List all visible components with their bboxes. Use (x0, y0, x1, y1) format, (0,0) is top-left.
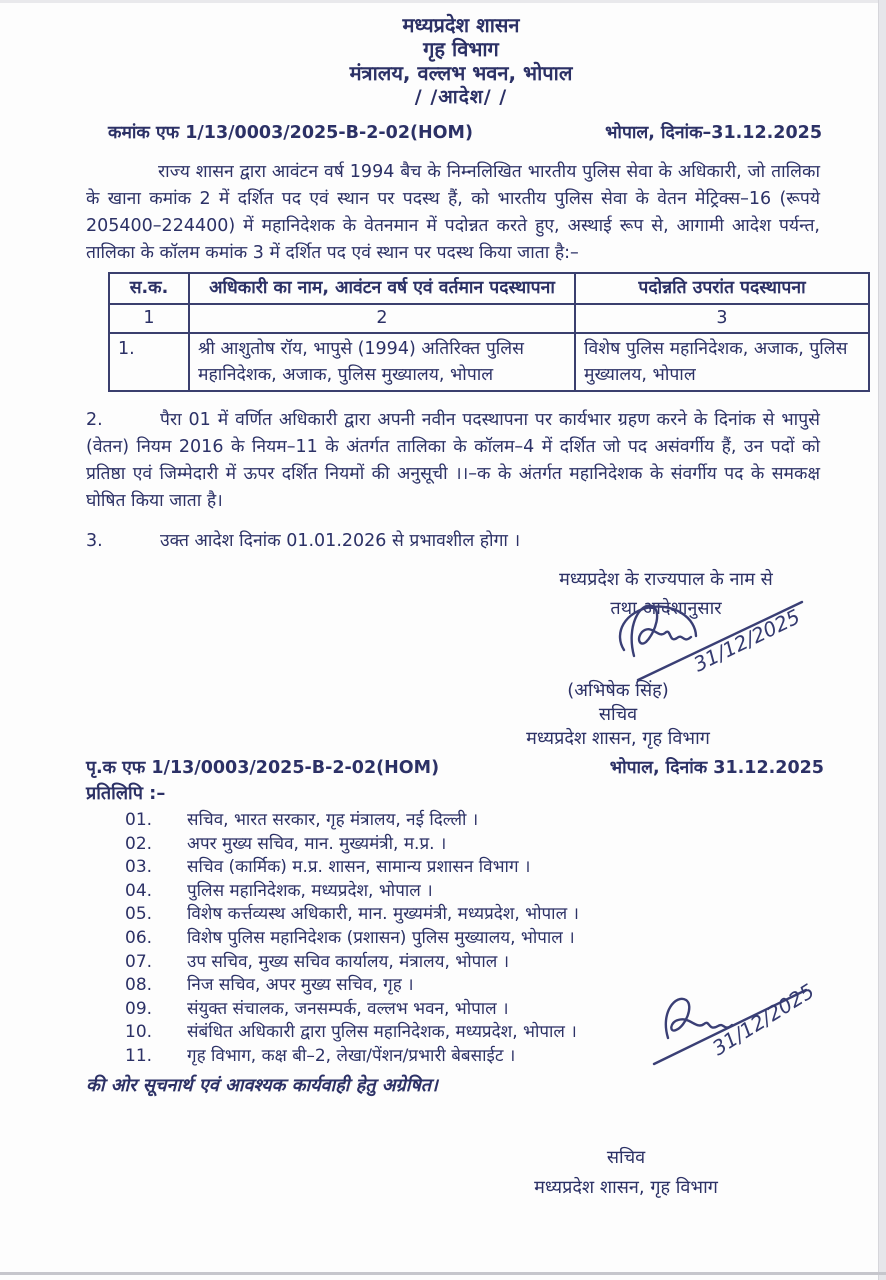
list-item-text: विशेष पुलिस महानिदेशक (प्रशासन) पुलिस मुख्यालय, भोपाल । (187, 927, 575, 948)
list-item-number: 11. (125, 1045, 153, 1066)
list-item-number: 08. (125, 975, 153, 996)
list-item (125, 809, 886, 833)
paragraph-2 (86, 407, 820, 515)
paragraph-1: राज्य शासन द्वारा आवंटन वर्ष 1994 बैच के निम्नलिखित भारतीय पुलिस सेवा के अधिकारी, जो तालिका के खाना कमांक 2 में दर्शित पद एवं स्थान पर पदस्थ हैं, को भारतीय पुलिस सेवा के वेतन मेट्रिक्स–16 (रूपये 205400–224400) में महानिदेशक के वेतनमान में पदोन्नत करते हुए, अस्थाई रूप से, आगामी आदेश पर्यन्त, तालिका के कॉलम कमांक 3 में दर्शित पद एवं स्थान पर पदस्थ किया जाता है:– (86, 162, 820, 263)
list-item-number: 05. (125, 904, 153, 925)
paragraph-3-text: उक्त आदेश दिनांक 01.01.2026 से प्रभावशील होगा । (160, 531, 521, 551)
row-promoted-posting: विशेष पुलिस महानिदेशक, अजाक, पुलिस मुख्यालय, भोपाल (575, 333, 869, 391)
list-item (125, 833, 886, 857)
govt-name: मध्यप्रदेश शासन (402, 13, 520, 37)
signatory-designation: सचिव (598, 704, 638, 725)
list-item-text: गृह विभाग, कक्ष बी–2, लेखा/पेंशन/प्रभारी बेबसाईट । (187, 1045, 516, 1066)
signatory-name: (अभिषेक सिंह) (567, 680, 669, 701)
signature-date: 31/12/2025 (689, 604, 804, 677)
col-header-sn: स.क. (109, 273, 189, 304)
authority-line-2: तथा आदेशानुसार (610, 598, 722, 619)
place-date: भोपाल, दिनांक–31.12.2025 (605, 123, 822, 143)
list-item-number: 01. (125, 810, 153, 830)
signatory-org: मध्यप्रदेश शासन, गृह विभाग (526, 728, 710, 749)
paragraph-3 (86, 528, 820, 555)
list-item-text: पुलिस महानिदेशक, मध्यप्रदेश, भोपाल । (187, 880, 433, 901)
list-item-text: निज सचिव, अपर मुख्य सचिव, गृह । (187, 975, 414, 996)
forwarding-line: की ओर सूचनार्थ एवं आवश्यक कार्यवाही हेतु अग्रेषित। (86, 1074, 438, 1096)
signatory-block-2 (476, 1143, 776, 1203)
photo-edge-bottom (0, 1272, 886, 1275)
signatory-block-1 (468, 679, 768, 751)
promotion-table (108, 272, 870, 392)
list-item (125, 951, 886, 975)
reference-row (108, 120, 822, 144)
list-item-text: अपर मुख्य सचिव, मान. मुख्यमंत्री, म.प्र. । (187, 833, 447, 854)
signature-date: 31/12/2025 (707, 978, 819, 1061)
table-colnum-row (109, 304, 869, 333)
signatory-designation: सचिव (606, 1146, 646, 1168)
department-name: गृह विभाग (423, 37, 499, 61)
authority-line-1: मध्यप्रदेश के राज्यपाल के नाम से (559, 569, 773, 590)
paragraph-2-number: 2. (86, 410, 103, 430)
col-header-current-posting: अधिकारी का नाम, आवंटन वर्ष एवं वर्तमान पदस्थापना (189, 273, 575, 304)
table-header-row (109, 273, 869, 304)
list-item-text: संबंधित अधिकारी द्वारा पुलिस महानिदेशक, मध्यप्रदेश, भोपाल । (187, 1022, 577, 1043)
row-sn: 1. (109, 333, 189, 391)
order-title: / /आदेश/ / (414, 86, 508, 108)
list-item-number: 10. (125, 1022, 153, 1043)
col-header-promoted-posting: पदोन्नति उपरांत पदस्थापना (575, 273, 869, 304)
list-item-number: 04. (125, 880, 153, 901)
table-row (109, 333, 869, 391)
list-item-number: 02. (125, 833, 153, 854)
list-item-number: 03. (125, 857, 153, 878)
letterhead (0, 0, 886, 110)
colnum-3: 3 (575, 304, 869, 333)
list-item-number: 06. (125, 927, 153, 948)
copy-to-label: प्रतिलिपि :– (86, 783, 166, 804)
signatory-org: मध्यप्रदेश शासन, गृह विभाग (534, 1176, 718, 1198)
row-current-posting: श्री आशुतोष रॉय, भापुसे (1994) अतिरिक्त पुलिस महानिदेशक, अजाक, पुलिस मुख्यालय, भोपाल (189, 333, 575, 391)
signature-abhishek-singh (594, 586, 814, 686)
endorsement-place-date: भोपाल, दिनांक 31.12.2025 (609, 758, 824, 778)
list-item-number: 07. (125, 951, 153, 972)
signature-secretary (634, 972, 824, 1072)
order-number: कमांक एफ 1/13/0003/2025-B-2-02(HOM) (108, 123, 473, 143)
list-item-text: सचिव, भारत सरकार, गृह मंत्रालय, नई दिल्ली । (187, 810, 479, 830)
colnum-1: 1 (109, 304, 189, 333)
list-item-number: 09. (125, 998, 153, 1019)
paragraph-3-number: 3. (86, 531, 103, 551)
list-item (125, 903, 886, 927)
endorsement-number: पृ.क एफ 1/13/0003/2025-B-2-02(HOM) (86, 758, 440, 778)
list-item (125, 880, 886, 904)
list-item (125, 927, 886, 951)
paragraph-2-text: पैरा 01 में वर्णित अधिकारी द्वारा अपनी नवीन पदस्थापना पर कार्यभार ग्रहण करने के दिनांक से भापुसे (वेतन) नियम 2016 के नियम–11 के अंतर्गत तालिका के कॉलम–4 में दर्शित जो पद असंवर्गीय हैं, उन पदों को प्रतिष्ठा एवं जिम्मेदारी में ऊपर दर्शित नियमों की अनुसूची ।।–क के अंतर्गत महानिदेशक के संवर्गीय पद के समकक्ष घोषित किया जाता है। (86, 410, 820, 511)
list-item-text: संयुक्त संचालक, जनसम्पर्क, वल्लभ भवन, भोपाल । (187, 998, 509, 1019)
endorsement-row (86, 755, 824, 779)
office-address: मंत्रालय, वल्लभ भवन, भोपाल (349, 61, 573, 85)
list-item-text: सचिव (कार्मिक) म.प्र. शासन, सामान्य प्रशासन विभाग । (187, 857, 531, 878)
list-item (125, 856, 886, 880)
photo-edge-right (878, 0, 886, 1280)
list-item-text: विशेष कर्त्तव्यस्थ अधिकारी, मान. मुख्यमंत्री, मध्यप्रदेश, भोपाल । (187, 904, 579, 925)
photo-edge-top (0, 0, 886, 3)
colnum-2: 2 (189, 304, 575, 333)
list-item-text: उप सचिव, मुख्य सचिव कार्यालय, मंत्रालय, भोपाल । (187, 951, 510, 972)
